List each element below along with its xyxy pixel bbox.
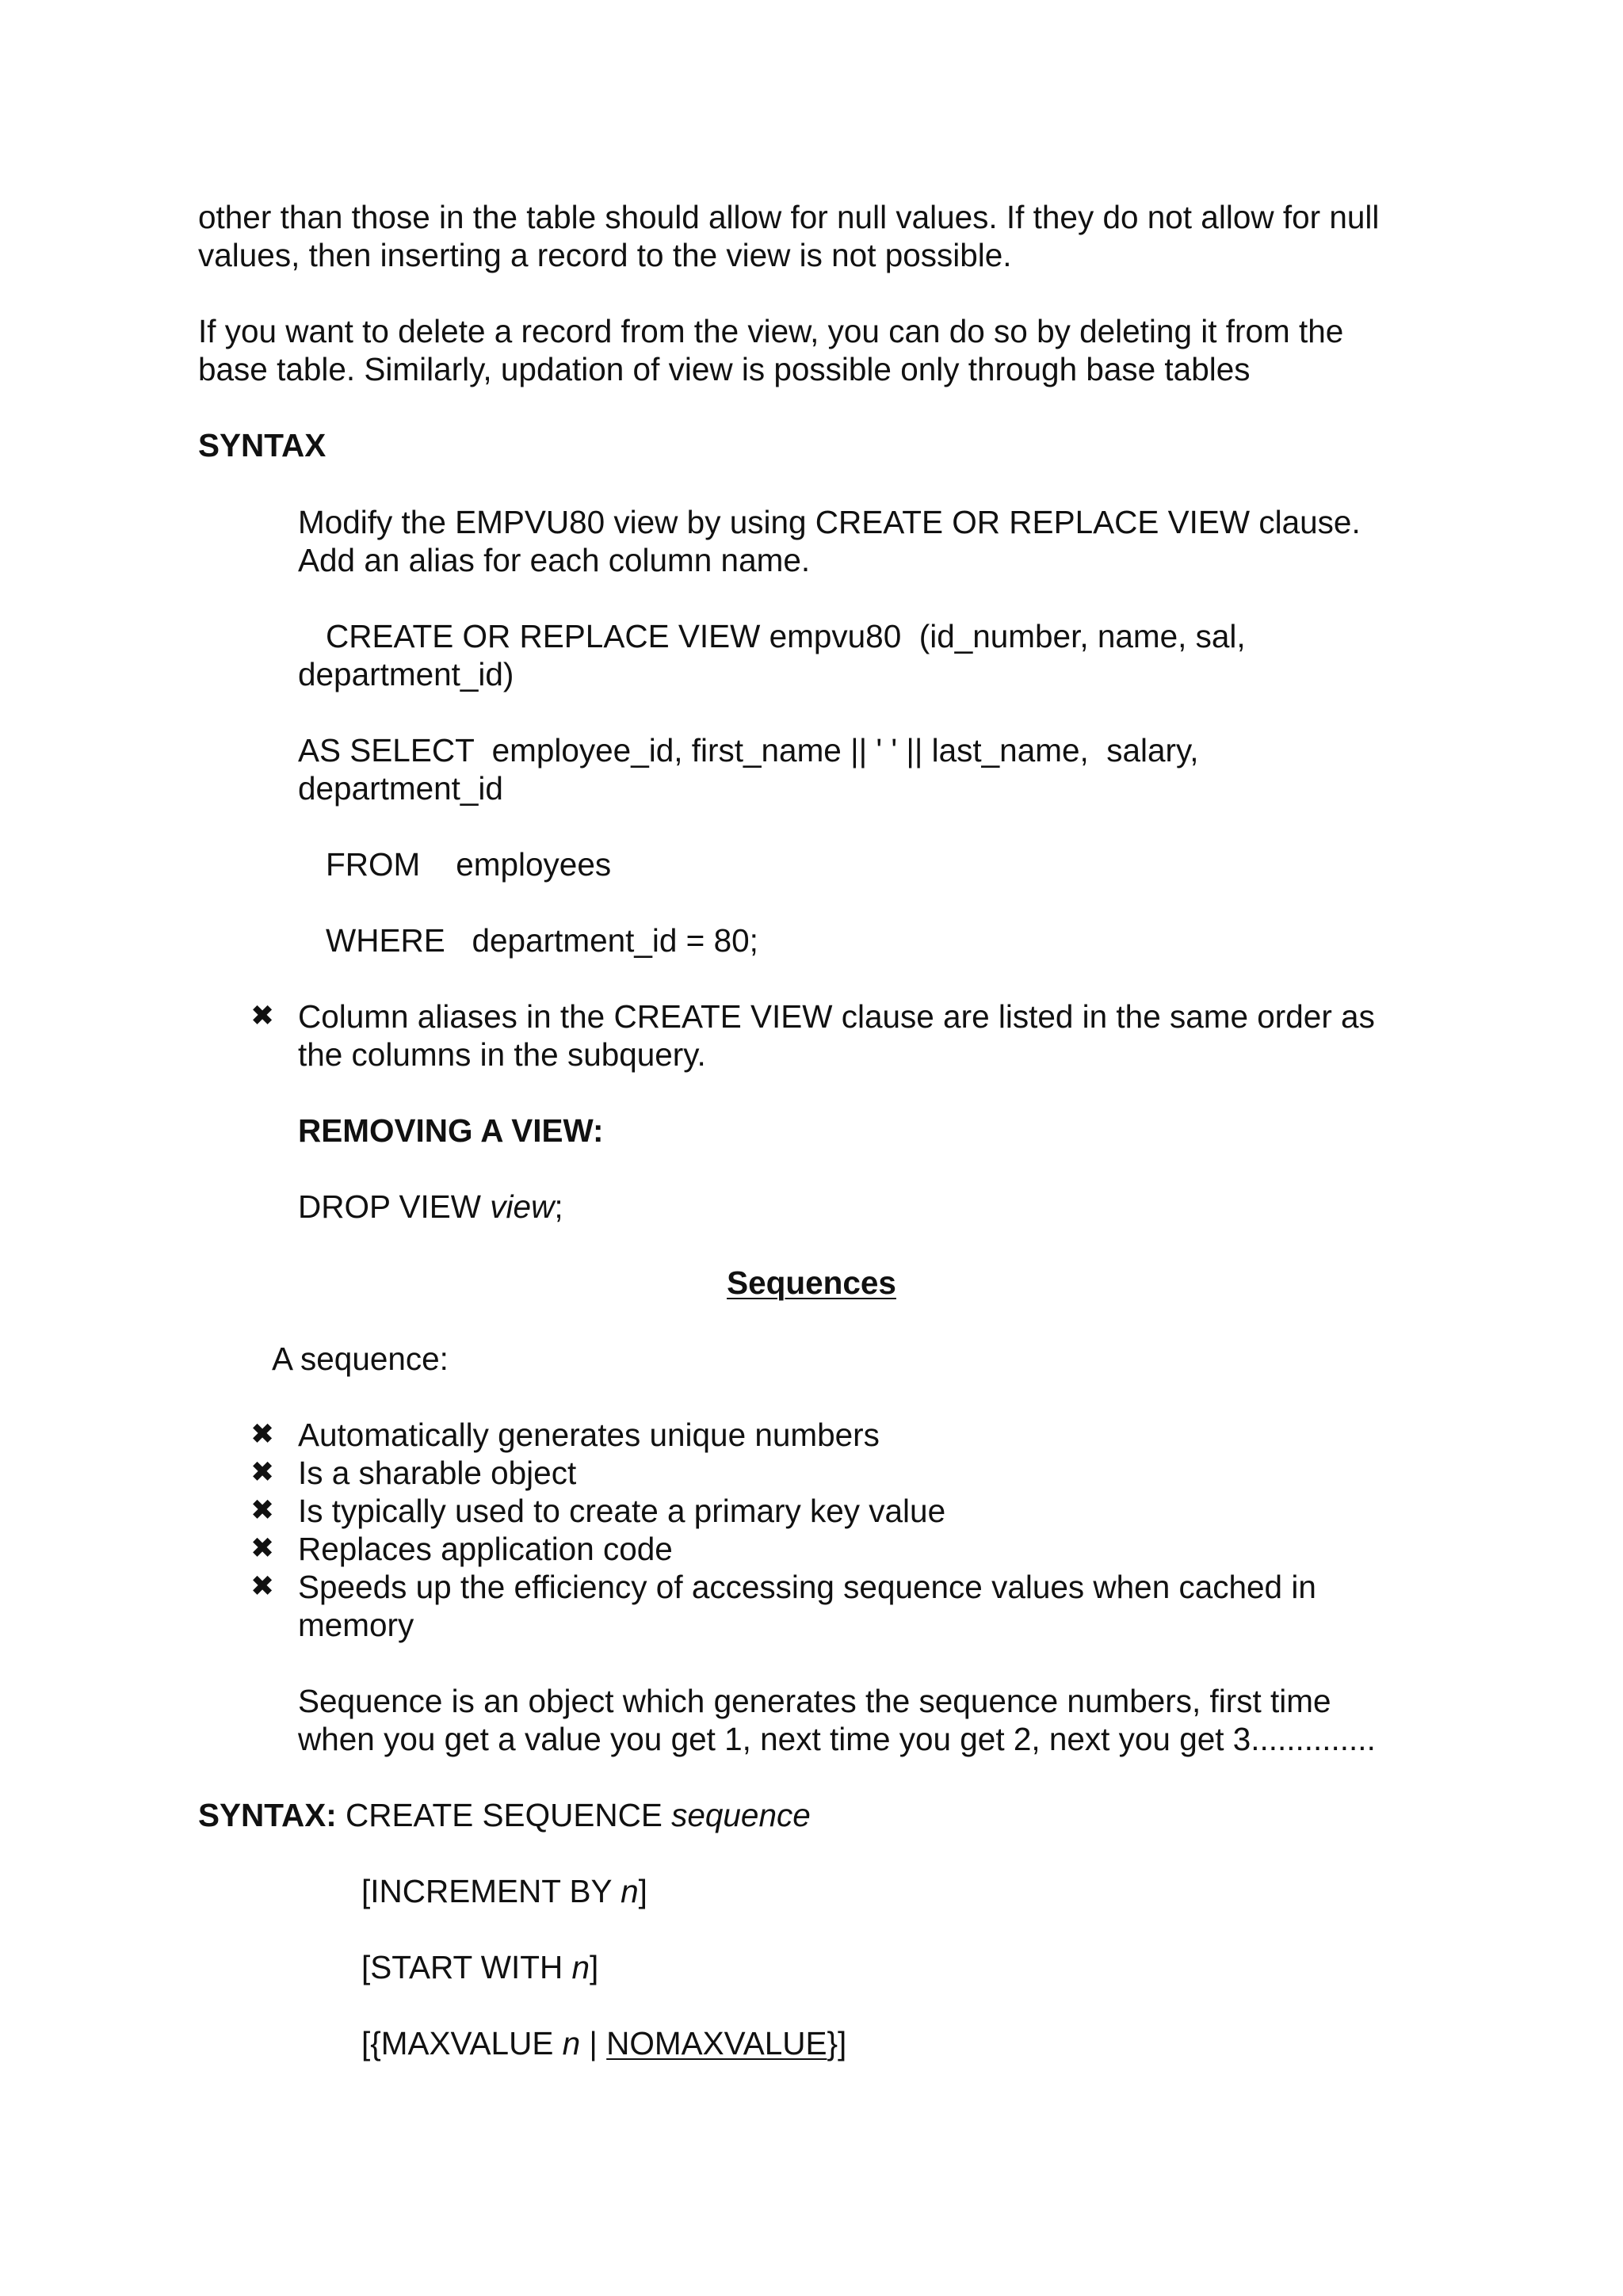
list-item: Replaces application code xyxy=(298,1531,673,1567)
syntax-arg: sequence xyxy=(671,1797,811,1833)
clause-text: [INCREMENT BY xyxy=(361,1873,621,1909)
code-create-line1: CREATE OR REPLACE VIEW empvu80 (id_number, name, sal, xyxy=(326,618,1246,654)
drop-arg: view xyxy=(490,1188,555,1225)
list-item: Automatically generates unique numbers xyxy=(298,1417,880,1453)
alias-note-line1: Column aliases in the CREATE VIEW clause are listed in the same order as xyxy=(298,998,1375,1035)
cross-mark-icon: ✖ xyxy=(250,1494,275,1527)
list-item: Is a sharable object xyxy=(298,1455,577,1491)
cross-mark-icon: ✖ xyxy=(250,1418,275,1451)
increment-by-clause xyxy=(361,1872,647,1910)
sequence-intro: A sequence: xyxy=(272,1341,449,1377)
modify-line2: Add an alias for each column name. xyxy=(298,542,811,578)
start-with-clause xyxy=(361,1948,598,1986)
code-where-line: WHERE department_id = 80; xyxy=(326,922,758,959)
clause-text: }] xyxy=(827,2025,847,2061)
sequences-title: Sequences xyxy=(727,1264,896,1301)
sequence-desc-line2: when you get a value you get 1, next time you get 2, next you get 3.............. xyxy=(298,1721,1376,1757)
code-from-line: FROM employees xyxy=(326,846,612,883)
list-item-continuation: memory xyxy=(298,1607,414,1643)
clause-text: ] xyxy=(638,1873,647,1909)
clause-arg: n xyxy=(571,1949,590,1985)
sequence-desc-line1: Sequence is an object which generates the sequence numbers, first time xyxy=(298,1683,1331,1719)
clause-text: [START WITH xyxy=(361,1949,572,1985)
drop-keyword: DROP VIEW xyxy=(298,1188,491,1225)
list-item: Speeds up the efficiency of accessing sequence values when cached in xyxy=(298,1569,1316,1605)
syntax-heading: SYNTAX xyxy=(198,427,327,463)
list-item: Is typically used to create a primary key value xyxy=(298,1493,946,1529)
cross-mark-icon: ✖ xyxy=(250,1532,275,1565)
clause-text: [{MAXVALUE xyxy=(361,2025,563,2061)
modify-line1: Modify the EMPVU80 view by using CREATE OR REPLACE VIEW clause. xyxy=(298,504,1361,540)
removing-view-heading: REMOVING A VIEW: xyxy=(298,1112,604,1149)
maxvalue-clause xyxy=(361,2024,846,2062)
drop-end: ; xyxy=(554,1188,563,1225)
create-sequence-syntax xyxy=(198,1796,811,1834)
code-as-line2: department_id xyxy=(298,770,503,807)
cross-mark-icon: ✖ xyxy=(250,1570,275,1603)
clause-default-option: NOMAXVALUE xyxy=(606,2025,827,2061)
para2-line1: If you want to delete a record from the view, you can do so by deleting it from the xyxy=(198,313,1344,349)
para1-line2: values, then inserting a record to the view is not possible. xyxy=(198,237,1012,273)
clause-arg: n xyxy=(562,2025,581,2061)
code-as-line1: AS SELECT employee_id, first_name || ' ' || last_name, salary, xyxy=(298,732,1199,769)
para2-line2: base table. Similarly, updation of view is possible only through base tables xyxy=(198,351,1251,387)
syntax-label: SYNTAX: xyxy=(198,1797,337,1833)
para1-line1: other than those in the table should allow for null values. If they do not allow for null xyxy=(198,199,1380,235)
alias-note-line2: the columns in the subquery. xyxy=(298,1036,706,1073)
code-create-line2: department_id) xyxy=(298,656,514,692)
cross-mark-icon: ✖ xyxy=(250,1000,275,1032)
syntax-text: CREATE SEQUENCE xyxy=(336,1797,672,1833)
drop-view-line xyxy=(298,1188,563,1226)
clause-text: | xyxy=(580,2025,607,2061)
clause-arg: n xyxy=(621,1873,639,1909)
clause-text: ] xyxy=(590,1949,599,1985)
cross-mark-icon: ✖ xyxy=(250,1456,275,1489)
